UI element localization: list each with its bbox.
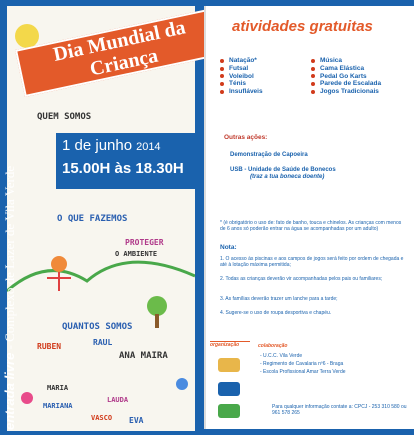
municipality-logo-icon: [218, 358, 240, 372]
face-shape: [176, 378, 188, 390]
activities-right-list: [311, 57, 381, 96]
event-date: [62, 137, 190, 154]
flower-shape: [21, 392, 33, 404]
drawing-text-o-que-fazemos: O QUE FAZEMOS: [57, 214, 128, 224]
activity-item: Pedal Go Karts: [311, 73, 381, 81]
collaboration-label: colaboração: [258, 343, 288, 349]
event-day: 1 de junho: [62, 137, 133, 154]
contact-info: Para qualquer informação contate a: CPCJ - 253 310 580 ou 961 578 265: [272, 404, 407, 416]
drawing-name-mariana: MARIANA: [43, 402, 73, 410]
drawing-name-lauda: LAUDA: [107, 396, 129, 404]
vertical-caption: [2, 166, 18, 430]
collaborator-item: - U.C.C. Vila Verde: [260, 353, 303, 359]
collaborator-item: - Regimento de Cavalaria nº6 - Braga: [260, 361, 344, 367]
panel-title: atividades gratuitas: [232, 18, 373, 35]
activity-item: Parede de Escalada: [311, 80, 381, 88]
activity-item: Natação*: [220, 57, 263, 65]
usb-sublabel: (traz a tua boneca doente): [250, 174, 325, 180]
drawing-name-eva: EVA: [129, 416, 144, 425]
poster: [0, 0, 204, 435]
organization-box: [210, 341, 250, 427]
usb-label: USB - Unidade de Saúde de Bonecos: [230, 167, 336, 173]
drawing-text-quem-somos: QUEM SOMOS: [37, 112, 92, 122]
drawing-name-ana-maira: ANA MAIRA: [119, 351, 168, 361]
figure-head: [51, 256, 67, 272]
tree-top: [147, 296, 167, 316]
note-item: 4. Sugere-se o uso de roupa desportiva e chapéu.: [220, 310, 332, 316]
drawing-name-maria: MARIA: [47, 384, 69, 392]
activity-item: Voleibol: [220, 73, 263, 81]
event-year: 2014: [136, 141, 161, 153]
drawing-text-quantos-somos: QUANTOS SOMOS: [62, 322, 133, 332]
drawing-text-ambiente: O AMBIENTE: [115, 250, 158, 258]
event-time: 15.00H às 18.30H: [62, 160, 184, 177]
info-panel: [204, 6, 414, 429]
activities-left-list: [220, 57, 263, 96]
note-item: 1. O acesso às piscinas e aos campos de jogos será feito por ordem de chegada e até à lotação máxima permitida;: [220, 256, 404, 268]
lazer-logo-icon: [218, 404, 240, 418]
other-actions-heading: Outras ações:: [224, 134, 268, 141]
hill-line: [7, 262, 195, 291]
activity-item: Insufláveis: [220, 88, 263, 96]
notes-heading: Nota:: [220, 244, 237, 251]
drawing-name-vasco: VASCO: [91, 414, 113, 422]
cpcj-logo-icon: [218, 382, 240, 396]
note-item: 2. Todas as crianças deverão vir acompanhadas pelos pais ou familiares;: [220, 276, 383, 282]
activity-item: Futsal: [220, 65, 263, 73]
activity-item: Cama Elástica: [311, 65, 381, 73]
venue-label: - Complexo de Lazer de Vila Verde: [2, 165, 17, 353]
other-action-capoeira: Demonstração de Capoeira: [230, 152, 308, 158]
drawing-name-ruben: RUBEN: [37, 342, 62, 351]
note-item: 3. As famílias deverão trazer um lanche para a tarde;: [220, 296, 338, 302]
organization-label: organização: [210, 342, 240, 348]
drawing-text-proteger: PROTEGER: [125, 238, 164, 247]
banner-title: Dia Mundial da Criança: [51, 16, 188, 81]
tree-trunk: [155, 314, 159, 328]
activity-item: Ténis: [220, 80, 263, 88]
collaborator-item: - Escola Profissional Amar Terra Verde: [260, 369, 346, 375]
sun-shape: [15, 24, 39, 48]
activity-item: Jogos Tradicionais: [311, 88, 381, 96]
drawing-name-raul: RAUL: [93, 338, 113, 347]
other-action-usb: [230, 167, 336, 181]
swim-footnote: * (é obrigatório o uso de: fato de banho, touca e chinelos. As crianças com menos de 6 anos só poderão entrar na água se acompanhadas por um adulto): [220, 220, 402, 232]
activity-item: Música: [311, 57, 381, 65]
entry-free-label: entrada livre: [2, 352, 17, 430]
date-box: [56, 133, 196, 189]
bottom-blue-strip: [204, 429, 414, 435]
